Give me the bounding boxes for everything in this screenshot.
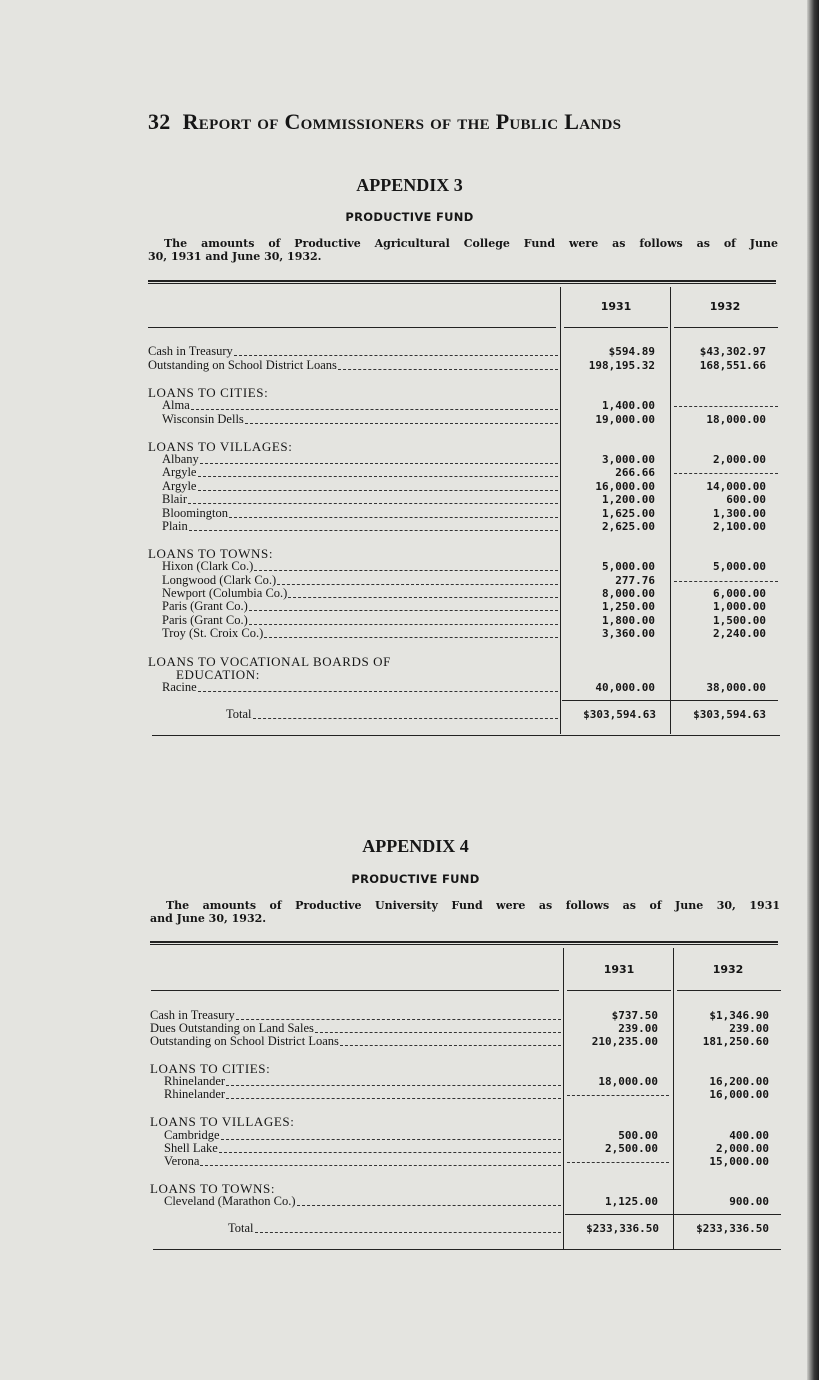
appendix-4-header-rule (567, 990, 671, 991)
section-heading-villages: LOANS TO VILLAGES: (150, 1114, 295, 1129)
section-heading-cities: LOANS TO CITIES: (148, 385, 269, 400)
row-label: Newport (Columbia Co.) (162, 586, 288, 600)
appendix-4-header-rule (677, 990, 781, 991)
value-1931: 18,000.00 (598, 1075, 658, 1088)
row-label: Blair (162, 492, 187, 506)
appendix-4-intro-line-2: and June 30, 1932. (150, 912, 267, 925)
value-1931: 1,125.00 (605, 1195, 658, 1208)
total-1931: $233,336.50 (586, 1222, 659, 1235)
value-1931: 1,625.00 (602, 507, 655, 520)
appendix-3-header-rule (148, 327, 556, 328)
row-label: Argyle (162, 465, 197, 479)
row-label: Cambridge (164, 1128, 220, 1142)
appendix-3-intro-line-2: 30, 1931 and June 30, 1932. (148, 250, 322, 263)
appendix-3-intro (148, 237, 778, 263)
value-1931: 3,000.00 (602, 453, 655, 466)
appendix-4-bottom-rule (153, 1249, 781, 1250)
row-label: Dues Outstanding on Land Sales (150, 1021, 314, 1035)
row-label: Longwood (Clark Co.) (162, 573, 277, 587)
value-1931: 40,000.00 (595, 681, 655, 694)
row-label: Shell Lake (164, 1141, 218, 1155)
row-label: Plain (162, 519, 188, 533)
appendix-3-header-rule (564, 327, 668, 328)
row-label: Bloomington (162, 506, 228, 520)
empty-value-dash (674, 581, 778, 582)
total-label: Total (228, 1221, 254, 1235)
value-1932: 14,000.00 (706, 480, 766, 493)
value-1931: 2,625.00 (602, 520, 655, 533)
row-label: Cash in Treasury (148, 344, 233, 358)
appendix-4-col-1932: 1932 (712, 963, 744, 976)
value-1931: 500.00 (618, 1129, 658, 1142)
row-label: Albany (162, 452, 199, 466)
appendix-4-total-rule (565, 1214, 781, 1215)
value-1932: 2,000.00 (716, 1142, 769, 1155)
value-1932: 2,100.00 (713, 520, 766, 533)
empty-value-dash (567, 1095, 669, 1096)
row-label: Alma (162, 398, 190, 412)
appendix-4-subtitle: PRODUCTIVE FUND (351, 872, 480, 886)
value-1931: 3,360.00 (602, 627, 655, 640)
value-1932: 2,000.00 (713, 453, 766, 466)
value-1932: 1,300.00 (713, 507, 766, 520)
section-heading-vocational: LOANS TO VOCATIONAL BOARDS OF (148, 654, 392, 669)
appendix-4-intro (150, 899, 780, 925)
value-1932: 15,000.00 (709, 1155, 769, 1168)
value-1931: 5,000.00 (602, 560, 655, 573)
row-label: Rhinelander (164, 1074, 226, 1088)
appendix-3-top-rule (148, 280, 776, 284)
appendix-3-subtitle: PRODUCTIVE FUND (345, 210, 474, 224)
row-label: Wisconsin Dells (162, 412, 244, 426)
row-label: Racine (162, 680, 197, 694)
value-1931: 2,500.00 (605, 1142, 658, 1155)
empty-value-dash (674, 406, 778, 407)
value-1931: 19,000.00 (595, 413, 655, 426)
page-number: 32 (148, 109, 171, 134)
value-1931: 198,195.32 (588, 359, 655, 372)
section-heading-cities: LOANS TO CITIES: (150, 1061, 271, 1076)
value-1931: 8,000.00 (602, 587, 655, 600)
value-1932: 600.00 (726, 493, 766, 506)
value-1932: 16,200.00 (709, 1075, 769, 1088)
total-1931: $303,594.63 (583, 708, 656, 721)
value-1931: 1,200.00 (602, 493, 655, 506)
value-1931: 1,400.00 (602, 399, 655, 412)
value-1932: 181,250.60 (702, 1035, 769, 1048)
empty-value-dash (567, 1162, 669, 1163)
value-1932: 38,000.00 (706, 681, 766, 694)
appendix-3-intro-line-1: The amounts of Productive Agricultural College Fund were as follows as of June (164, 237, 778, 250)
row-label: Argyle (162, 479, 197, 493)
appendix-3-col-1932: 1932 (709, 300, 741, 313)
appendix-3-bottom-rule (152, 735, 780, 736)
value-1931: 210,235.00 (591, 1035, 658, 1048)
row-label: Troy (St. Croix Co.) (162, 626, 264, 640)
total-1932: $303,594.63 (693, 708, 766, 721)
section-heading-villages: LOANS TO VILLAGES: (148, 439, 293, 454)
appendix-4-intro-line-1: The amounts of Productive University Fund were as follows as of June 30, 1931 (166, 899, 780, 912)
row-label: Verona (164, 1154, 200, 1168)
value-1932: 16,000.00 (709, 1088, 769, 1101)
section-heading-vocational-cont: EDUCATION: (176, 667, 260, 682)
total-1932: $233,336.50 (696, 1222, 769, 1235)
section-heading-towns: LOANS TO TOWNS: (148, 546, 274, 561)
value-1931: 266.66 (615, 466, 655, 479)
row-label: Paris (Grant Co.) (162, 613, 248, 627)
appendix-4-title: APPENDIX 4 (362, 836, 469, 856)
value-1932: $1,346.90 (709, 1009, 769, 1022)
value-1931: 1,800.00 (602, 614, 655, 627)
row-label: Paris (Grant Co.) (162, 599, 248, 613)
value-1931: 277.76 (615, 574, 655, 587)
running-header (148, 109, 748, 135)
appendix-3-title: APPENDIX 3 (356, 175, 463, 195)
value-1931: 239.00 (618, 1022, 658, 1035)
row-label: Cash in Treasury (150, 1008, 235, 1022)
page-edge-shadow (807, 0, 819, 1380)
value-1932: 1,000.00 (713, 600, 766, 613)
appendix-4-top-rule (150, 941, 778, 945)
value-1931: 1,250.00 (602, 600, 655, 613)
row-label: Outstanding on School District Loans (148, 358, 337, 372)
value-1931: $594.89 (608, 345, 655, 358)
value-1932: 900.00 (729, 1195, 769, 1208)
appendix-4-col-1931: 1931 (603, 963, 635, 976)
value-1932: $43,302.97 (699, 345, 766, 358)
appendix-3-col-1931: 1931 (600, 300, 632, 313)
value-1931: $737.50 (611, 1009, 658, 1022)
row-label: Rhinelander (164, 1087, 226, 1101)
row-label: Cleveland (Marathon Co.) (164, 1194, 296, 1208)
empty-value-dash (674, 473, 778, 474)
total-label: Total (226, 707, 252, 721)
value-1932: 2,240.00 (713, 627, 766, 640)
value-1932: 168,551.66 (699, 359, 766, 372)
value-1932: 239.00 (729, 1022, 769, 1035)
row-label: Hixon (Clark Co.) (162, 559, 254, 573)
section-heading-towns: LOANS TO TOWNS: (150, 1181, 276, 1196)
value-1932: 5,000.00 (713, 560, 766, 573)
row-label: Outstanding on School District Loans (150, 1034, 339, 1048)
running-title: Report of Commissioners of the Public Lands (182, 109, 622, 134)
value-1931: 16,000.00 (595, 480, 655, 493)
appendix-3-header-rule (674, 327, 778, 328)
value-1932: 18,000.00 (706, 413, 766, 426)
value-1932: 1,500.00 (713, 614, 766, 627)
appendix-4-header-rule (151, 990, 559, 991)
appendix-3-total-rule (562, 700, 778, 701)
value-1932: 400.00 (729, 1129, 769, 1142)
value-1932: 6,000.00 (713, 587, 766, 600)
